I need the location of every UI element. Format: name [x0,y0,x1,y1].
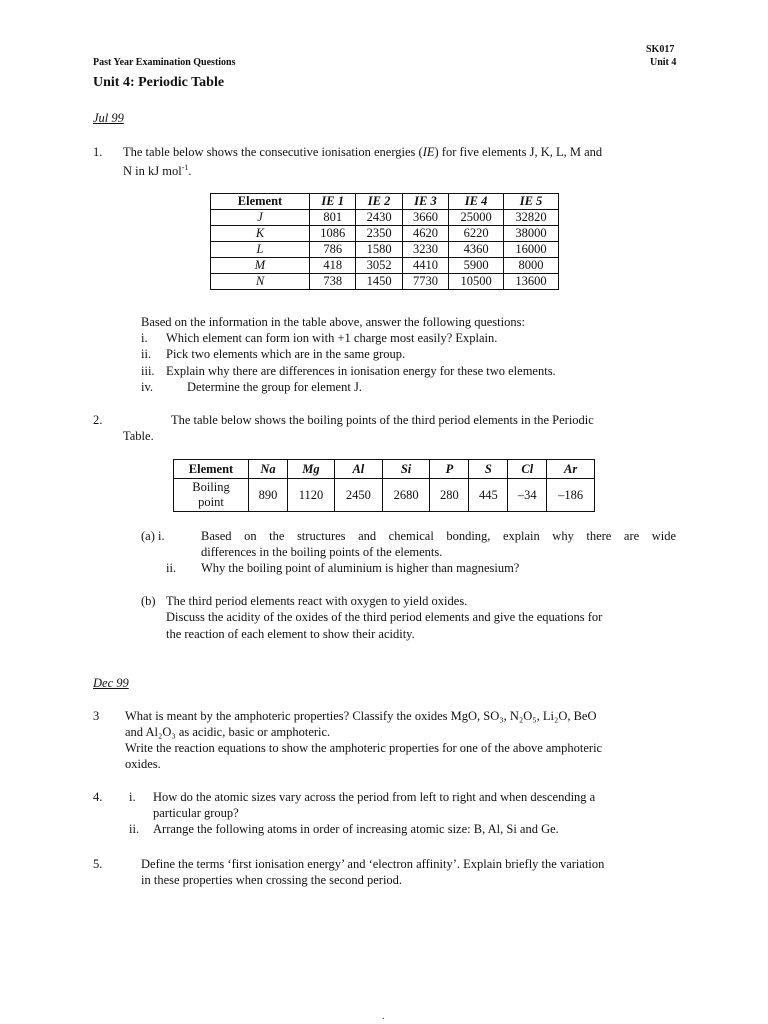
table-cell: 16000 [504,242,559,258]
q3-number: 3 [93,709,100,723]
q1-intro: Based on the information in the table above, answer the following questions: [141,315,525,329]
table-cell: 738 [310,274,356,290]
q2-number: 2. [93,413,103,427]
q2-a-i-line1: Based on the structures and chemical bonding, explain why there are wide [201,529,676,543]
table-cell: 13600 [504,274,559,290]
table-cell: –186 [547,479,595,512]
row-label-line1: Boiling [192,480,230,494]
q1-text-line1 [123,144,676,160]
table-row [211,242,559,258]
table-cell: 10500 [449,274,504,290]
table-cell: 6220 [449,226,504,242]
q1-number: 1. [93,145,103,159]
table-cell: 1120 [287,479,334,512]
q4-i-line2: particular group? [153,806,239,820]
q3-line3: Write the reaction equations to show the amphoteric properties for one of the above amphoteric [125,741,603,755]
table-cell: 890 [249,479,288,512]
table-header: S [469,460,508,479]
table-cell: K [211,226,310,242]
table-cell: 3230 [402,242,448,258]
table-cell: 445 [469,479,508,512]
table-header: Al [335,460,383,479]
table-cell: 4410 [402,258,448,274]
table-cell: 2350 [356,226,402,242]
table-header: P [430,460,469,479]
row-label-line2: point [198,495,224,509]
q5-line1: Define the terms ‘first ionisation energy’ and ‘electron affinity’. Explain briefly the variation [141,857,605,871]
q1-part-iv-num: iv. [141,380,154,394]
table-cell: 418 [310,258,356,274]
ionisation-energy-table [210,193,559,290]
q1-text-line2 [123,160,191,179]
q1-text-a: The table below shows the consecutive ionisation energies ( [123,145,423,159]
q3-line2: and Al₂O₃ as acidic, basic or amphoteric. [125,725,331,739]
row-label-cell [174,479,249,512]
table-cell: 5900 [449,258,504,274]
table-cell: N [211,274,310,290]
q5-number: 5. [93,857,103,871]
q3-line1: What is meant by the amphoteric properties? Classify the oxides MgO, SO₃, N₂O₅, Li₂O, BeO [125,709,597,723]
table-cell: 25000 [449,210,504,226]
table-cell: 4620 [402,226,448,242]
table-cell: 1086 [310,226,356,242]
unit-label-right: Unit 4 [650,57,677,68]
q1-text-end: . [188,164,192,179]
table-cell: M [211,258,310,274]
table-cell: 3660 [402,210,448,226]
table-cell: 786 [310,242,356,258]
q1-part-i-text: Which element can form ion with +1 charge most easily? Explain. [166,331,498,345]
table-cell: 801 [310,210,356,226]
table-row [211,274,559,290]
table-header: IE 1 [310,194,356,210]
q1-part-ii-num: ii. [141,347,152,361]
q2-b-line1: The third period elements react with oxygen to yield oxides. [166,594,468,608]
q1-part-iii-text: Explain why there are differences in ionisation energy for these two elements. [166,364,556,378]
table-cell: 280 [430,479,469,512]
table-header: Si [382,460,430,479]
q1-text-ie: IE [422,145,435,159]
table-header: IE 5 [504,194,559,210]
q4-number: 4. [93,790,103,804]
table-header: IE 3 [402,194,448,210]
page-title: Unit 4: Periodic Table [93,75,225,90]
table-header: IE 2 [356,194,402,210]
table-row [174,479,595,512]
boiling-point-table [173,459,595,512]
q2-a-label: (a) i. [141,529,165,543]
table-row [211,226,559,242]
course-code: SK017 [646,44,675,55]
table-header: Mg [287,460,334,479]
section-dec99: Dec 99 [93,676,129,690]
table-header: Ar [547,460,595,479]
table-header: Element [211,194,310,210]
q2-b-line3: the reaction of each element to show their acidity. [166,627,415,641]
q1-part-ii-text: Pick two elements which are in the same group. [166,347,406,361]
q1-part-i-num: i. [141,331,148,345]
header-left-label: Past Year Examination Questions [93,57,236,68]
table-cell: 3052 [356,258,402,274]
table-header: IE 4 [449,194,504,210]
table-cell: 38000 [504,226,559,242]
table-cell: –34 [508,479,547,512]
table-header: Element [174,460,249,479]
q2-a-ii-text: Why the boiling point of aluminium is higher than magnesium? [201,561,520,575]
q2-text-line1: The table below shows the boiling points of the third period elements in the Periodic [171,413,594,427]
q2-a-i-line2: differences in the boiling points of the elements. [201,545,443,559]
q1-part-iii-num: iii. [141,364,155,378]
q2-b-line2: Discuss the acidity of the oxides of the third period elements and give the equations for [166,610,603,624]
q1-text-sup: -1 [181,163,189,172]
q4-ii-label: ii. [129,822,140,836]
q5-line2: in these properties when crossing the second period. [141,873,403,887]
section-jul99: Jul 99 [93,111,124,125]
table-cell: 7730 [402,274,448,290]
table-cell: 1580 [356,242,402,258]
table-cell: 4360 [449,242,504,258]
table-cell: 2680 [382,479,430,512]
table-cell: 2430 [356,210,402,226]
table-cell: 8000 [504,258,559,274]
table-cell: L [211,242,310,258]
q1-text-b: ) for five elements J, K, L, M and [434,145,603,159]
table-header: Cl [508,460,547,479]
table-row [211,210,559,226]
table-cell: J [211,210,310,226]
footer-mark: . [382,1011,385,1022]
q2-text-line2: Table. [123,429,154,443]
q3-line4: oxides. [125,757,161,771]
q2-a-ii-label: ii. [166,561,177,575]
q4-i-label: i. [129,790,136,804]
q1-text-unit: N in kJ mol [123,164,182,179]
q1-part-iv-text: Determine the group for element J. [187,380,362,394]
table-header-row [211,194,559,210]
table-cell: 32820 [504,210,559,226]
table-header: Na [249,460,288,479]
table-cell: 2450 [335,479,383,512]
q4-i-line1: How do the atomic sizes vary across the period from left to right and when descending a [153,790,596,804]
q4-ii-text: Arrange the following atoms in order of increasing atomic size: B, Al, Si and Ge. [153,822,559,836]
q2-b-label: (b) [141,594,156,608]
table-cell: 1450 [356,274,402,290]
table-row [211,258,559,274]
table-header-row [174,460,595,479]
